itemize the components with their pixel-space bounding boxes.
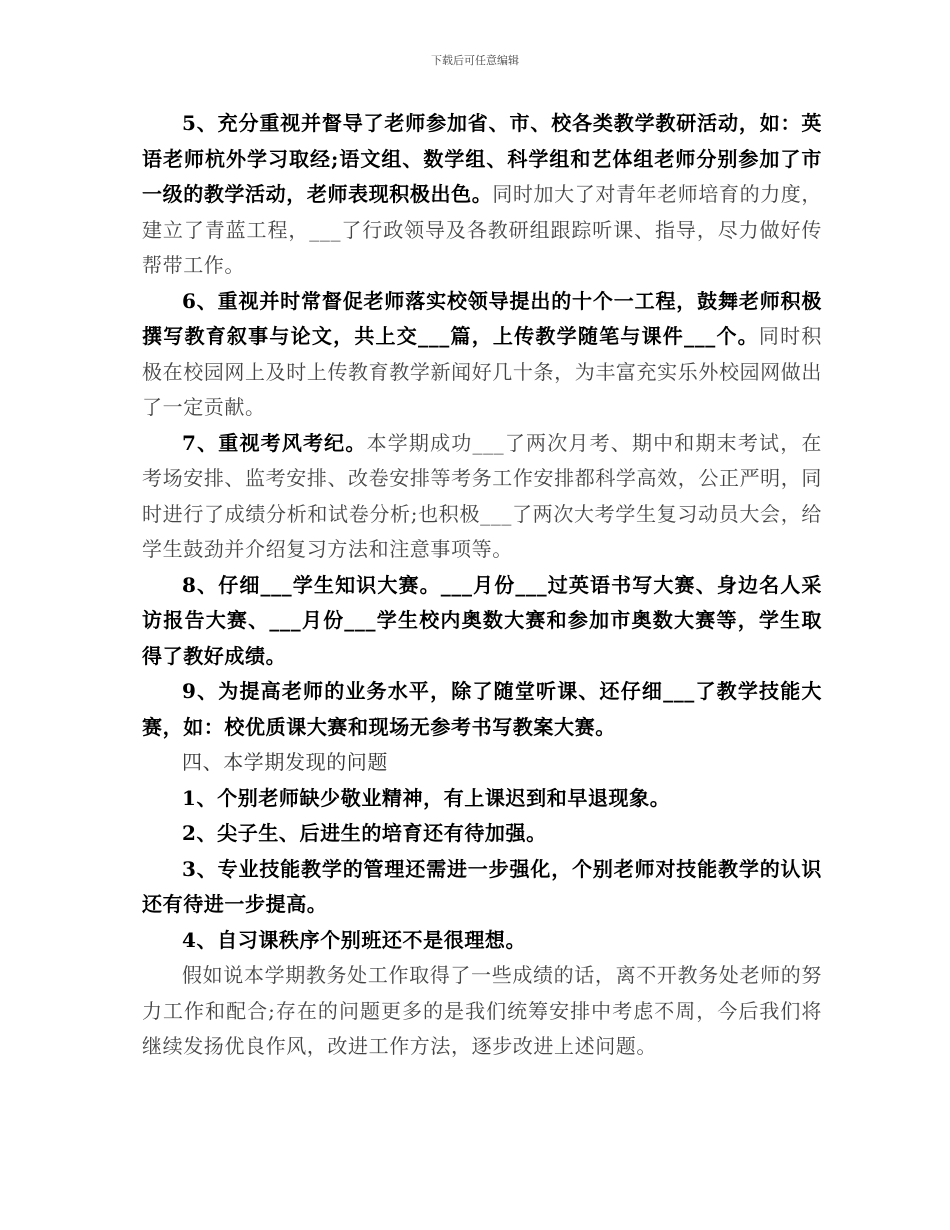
item-5-normal: 同时加大了对青年老师培育的力度，建立了青蓝工程，___了行政领导及各教研组跟踪听课、指导，尽力做好传帮带工作。 (142, 182, 822, 277)
item-6-normal: 同时积极在校园网上及时上传教育教学新闻好几十条，为丰富充实乐外校园网做出了一定贡献。 (142, 324, 822, 419)
problem-2: 2、尖子生、后进生的培育还有待加强。 (182, 821, 547, 845)
item-5 (142, 106, 822, 284)
problem-4: 4、自习课秩序个别班还不是很理想。 (182, 927, 527, 952)
item-6 (142, 284, 822, 426)
item-9 (142, 674, 822, 745)
problem-1: 1、个别老师缺少敬业精神，有上课迟到和早退现象。 (182, 785, 671, 810)
item-6-bold: 6、重视并时常督促老师落实校领导提出的十个一工程，鼓舞老师积极撰写教育叙事与论文，共上交___篇，上传教学随笔与课件___个。 (142, 288, 822, 348)
item-8-bold: 8、仔细___学生知识大赛。___月份___过英语书写大赛、身边名人采访报告大赛、___月份___学生校内奥数大赛和参加市奥数大赛等，学生取得了教好成绩。 (142, 572, 822, 668)
page-header: 下载后可任意编辑 (431, 54, 519, 67)
item-9-bold: 9、为提高老师的业务水平，除了随堂听课、还仔细___了教学技能大赛，如：校优质课大赛和现场无参考书写教案大赛。 (142, 679, 822, 739)
problem-3: 3、专业技能教学的管理还需进一步强化，个别老师对技能教学的认识还有待进一步提高。 (142, 856, 822, 916)
section-heading: 四、本学期发现的问题 (182, 750, 388, 774)
item-8 (142, 568, 822, 675)
item-7-bold: 7、重视考风考纪。 (182, 430, 367, 455)
item-7 (142, 426, 822, 568)
item-7-normal: 本学期成功___了两次月考、期中和期末考试，在考场安排、监考安排、改卷安排等考务工作安排都科学高效，公正严明，同时进行了成绩分析和试卷分析;也积极___了两次大考学生复习动员大会，给学生鼓劲并介绍复习方法和注意事项等。 (142, 430, 822, 561)
document-body (142, 106, 822, 1065)
conclusion-paragraph: 假如说本学期教务处工作取得了一些成绩的话，离不开教务处老师的努力工作和配合;存在的问题更多的是我们统筹安排中考虑不周，今后我们将继续发扬优良作风，改进工作方法，逐步改进上述问题。 (142, 963, 822, 1058)
item-5-bold: 5、充分重视并督导了老师参加省、市、校各类教学教研活动，如：英语老师杭外学习取经;语文组、数学组、科学组和艺体组老师分别参加了市一级的教学活动，老师表现积极出色。 (142, 111, 822, 206)
